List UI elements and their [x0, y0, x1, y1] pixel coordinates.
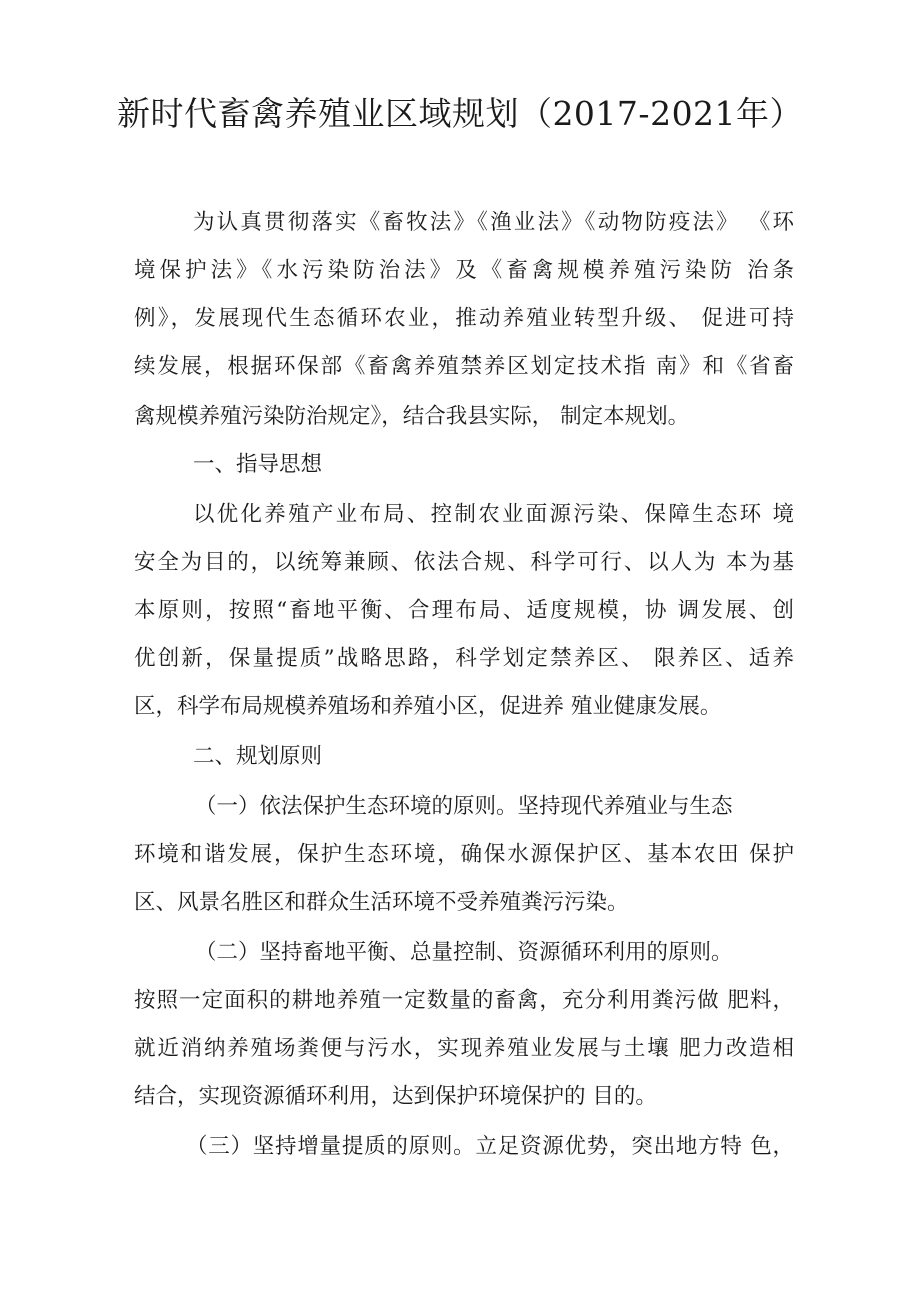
paragraph-line: 区、风景名胜区和群众生活环境不受养殖粪污污染。 [134, 890, 629, 915]
paragraph-line: 环境和谐发展，保护生态环境，确保水源保护区、基本农田 保护 [134, 842, 794, 867]
paragraph-line: 以优化养殖产业布局、控制农业面源污染、保障生态环 境 [193, 502, 794, 527]
paragraph-line: 区，科学布局规模养殖场和养殖小区，促进养 殖业健康发展。 [134, 694, 722, 719]
paragraph-line: 优创新，保量提质”战略思路，科学划定禁养区、 限养区、适养 [134, 646, 794, 671]
paragraph-line: 为认真贯彻落实《畜牧法》《渔业法》《动物防疫法》 《环 [193, 210, 794, 235]
paragraph-line: 续发展，根据环保部《畜禽养殖禁养区划定技术指 南》和《省畜 [134, 354, 794, 379]
section-heading: 二、规划原则 [193, 744, 323, 769]
paragraph-line: 例》，发展现代生态循环农业，推动养殖业转型升级、 促进可持 [134, 306, 794, 331]
paragraph-line: （三）坚持增量提质的原则。立足资源优势，突出地方特 色， [186, 1134, 794, 1159]
section-heading: 一、指导思想 [193, 452, 323, 477]
document-title: 新时代畜禽养殖业区域规划（2017-2021年） [116, 94, 804, 133]
paragraph-line: 按照一定面积的耕地养殖一定数量的畜禽，充分利用粪污做 肥料， [134, 988, 794, 1013]
paragraph-line: 禽规模养殖污染防治规定》，结合我县实际， 制定本规划。 [134, 404, 690, 429]
paragraph-line: 结合，实现资源循环利用，达到保护环境保护的 目的。 [134, 1084, 657, 1109]
paragraph-line: 境保护法》《水污染防治法》及《畜禽规模养殖污染防 治条 [134, 258, 794, 283]
paragraph-line: （一）依法保护生态环境的原则。坚持现代养殖业与生态 [195, 794, 733, 819]
paragraph-line: 安全为目的，以统筹兼顾、依法合规、科学可行、以人为 本为基 [134, 550, 794, 575]
paragraph-line: 本原则，按照“畜地平衡、合理布局、适度规模，协 调发展、创 [134, 598, 794, 623]
paragraph-line: 就近消纳养殖场粪便与污水，实现养殖业发展与土壤 肥力改造相 [134, 1036, 794, 1061]
paragraph-line: （二）坚持畜地平衡、总量控制、资源循环利用的原则。 [195, 940, 733, 965]
